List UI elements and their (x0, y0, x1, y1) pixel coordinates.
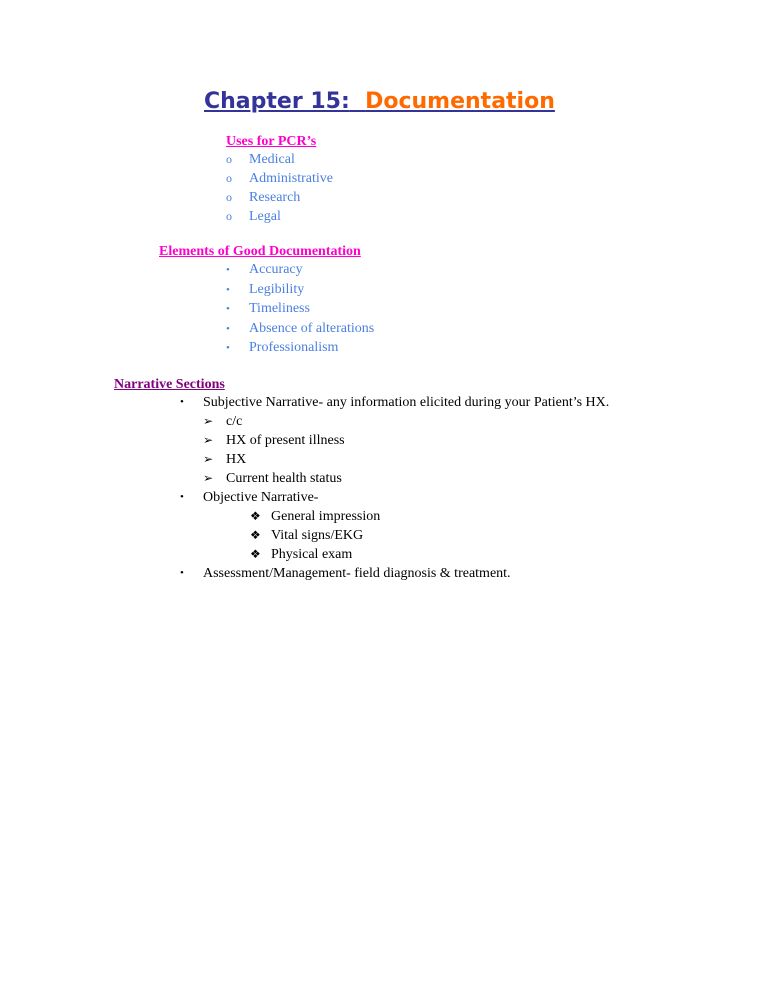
list-item: ❖ Vital signs/EKG (250, 528, 364, 543)
chapter-title (204, 88, 555, 116)
dot-bullet-icon: • (180, 396, 184, 408)
circle-bullet-icon: o (226, 171, 232, 185)
dot-bullet-icon: • (226, 322, 230, 335)
chapter-topic: Documentation (365, 89, 555, 114)
arrow-bullet-icon: ➢ (203, 452, 214, 466)
list-item: ❖ General impression (250, 509, 381, 524)
chapter-number: Chapter 15: (204, 89, 350, 114)
list-item: ➢ HX of present illness (203, 433, 345, 448)
narrative-subjective (180, 393, 740, 488)
list-item: ➢ Current health status (203, 471, 342, 486)
dot-bullet-icon: • (226, 303, 230, 315)
diamond-bullet-icon: ❖ (250, 509, 261, 523)
assessment-text: Assessment/Management- field diagnosis & treatment. (203, 566, 511, 581)
objective-text: Objective Narrative- (203, 490, 319, 505)
subjective-sublist (203, 412, 763, 488)
dot-bullet-icon: • (226, 342, 230, 354)
narrative-list (180, 393, 740, 583)
dot-bullet-icon: • (180, 491, 184, 503)
circle-bullet-icon: o (226, 190, 232, 204)
arrow-bullet-icon: ➢ (203, 471, 214, 485)
subjective-text: Subjective Narrative- any information elicited during your Patient’s HX. (203, 395, 610, 410)
narrative-heading: Narrative Sections (114, 377, 225, 392)
dot-bullet-icon: • (180, 567, 184, 579)
dot-bullet-icon: • (226, 283, 230, 296)
list-item: ➢ HX (203, 452, 247, 467)
elements-heading: Elements of Good Documentation (159, 244, 361, 259)
arrow-bullet-icon: ➢ (203, 414, 214, 428)
diamond-bullet-icon: ❖ (250, 547, 261, 561)
arrow-bullet-icon: ➢ (203, 433, 214, 447)
objective-sublist (250, 507, 768, 564)
document-page: Chapter 15: Documentation Uses for PCR’s o Medical o Administrative o Research o Legal Elements of Good Documentation • Accuracy • Legibility • Timeliness • Absence of alterations • Professionalism Narrative Sections • Subjective Narrative- any information elicited during your Patient’s HX. ➢ c/c ➢ HX of present illness ➢ HX ➢ Current health status • Objective Narrative- ❖ General impression ❖ Vital signs/EKG ❖ Physical exam • Assessment/Management- field diagnosis & treatment. (0, 0, 768, 994)
narrative-objective (180, 488, 740, 564)
circle-bullet-icon: o (226, 209, 232, 223)
circle-bullet-icon: o (226, 152, 232, 166)
narrative-assessment (180, 564, 740, 583)
list-item: ❖ Physical exam (250, 547, 353, 562)
uses-heading: Uses for PCR’s (226, 134, 317, 149)
diamond-bullet-icon: ❖ (250, 528, 261, 542)
dot-bullet-icon: • (226, 264, 230, 276)
list-item: ➢ c/c (203, 414, 243, 429)
